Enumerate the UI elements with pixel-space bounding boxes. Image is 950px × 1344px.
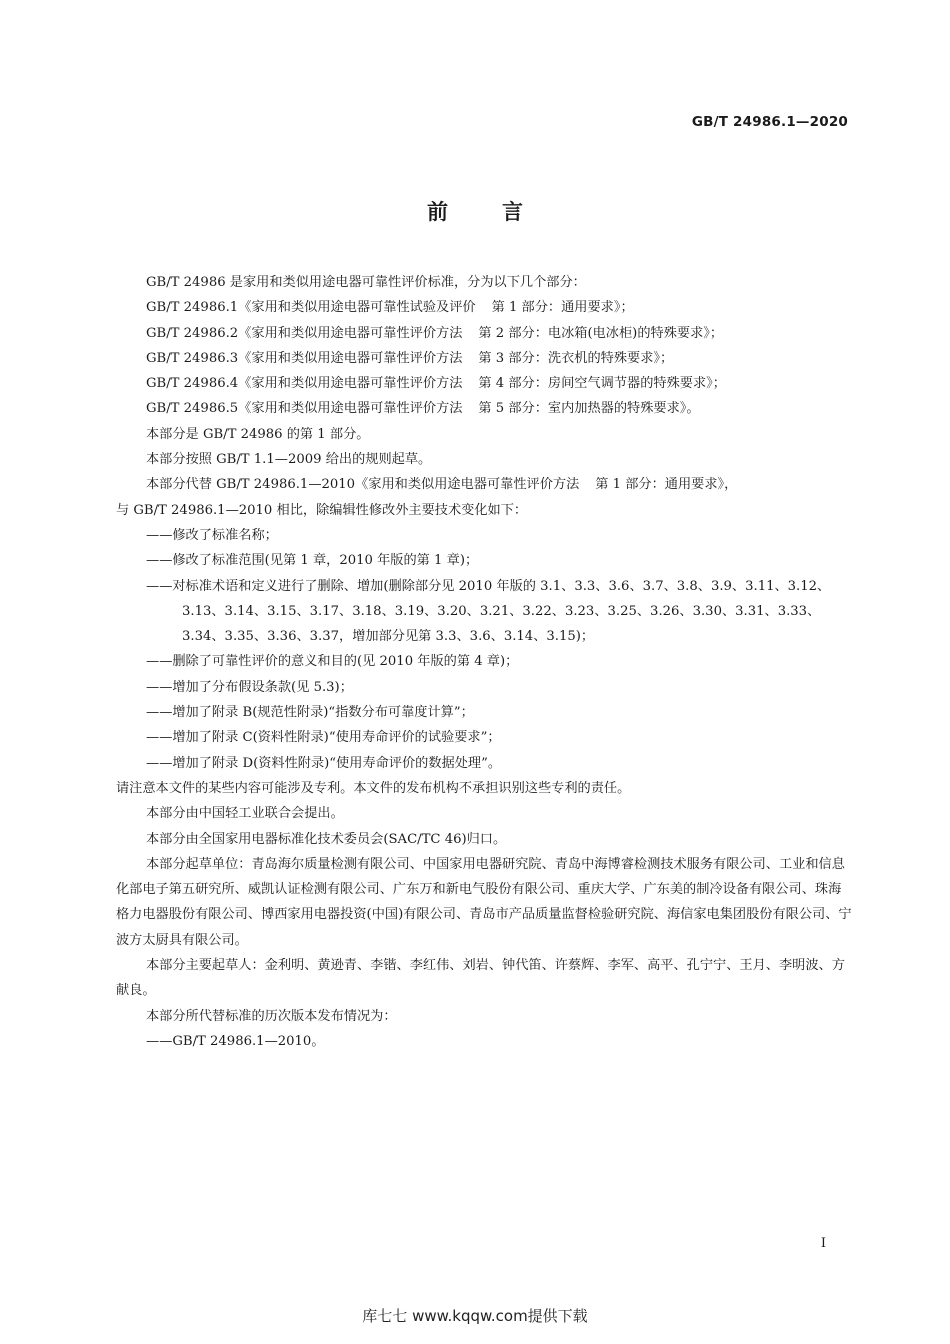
part-item: GB/T 24986.5《家用和类似用途电器可靠性评价方法 第 5 部分：室内加热器的特殊要求》。 xyxy=(146,401,700,417)
foreword-body xyxy=(116,270,852,1054)
title-char-1: 前 xyxy=(427,200,448,224)
part-item: GB/T 24986.1《家用和类似用途电器可靠性试验及评价 第 1 部分：通用要求》； xyxy=(146,300,634,316)
history-item: ——GB/T 24986.1—2010。 xyxy=(146,1033,325,1049)
change-item: ——删除了可靠性评价的意义和目的(见 2010 年版的第 4 章)； xyxy=(146,654,519,670)
download-watermark: 库七七 www.kqqw.com提供下载 xyxy=(362,1307,588,1325)
change-item: ——对标准术语和定义进行了删除、增加(删除部分见 2010 年版的 3.1、3.3、3.6、3.7、3.8、3.9、3.11、3.12、3.13、3.14、3.15、3.17、3.18、3.19、3.20、3.21、3.22、3.23、3.25、3.26、3.30、3.31、3.33、3.34、3.35、3.36、3.37，增加部分见第 3.3、3.6、3.14、3.15)； xyxy=(146,578,831,645)
paragraph-drafters: 本部分主要起草人：金利明、黄逊青、李锴、李红伟、刘岩、钟代笛、许蔡辉、李军、高平、孔宁宁、王月、李明波、方献良。 xyxy=(116,958,845,999)
paragraph-drafting-rules: 本部分按照 GB/T 1.1—2009 给出的规则起草。 xyxy=(146,452,432,468)
standard-code: GB/T 24986.1—2020 xyxy=(691,114,848,130)
paragraph-intro: GB/T 24986 是家用和类似用途电器可靠性评价标准，分为以下几个部分： xyxy=(146,275,586,290)
paragraph-proposer: 本部分由中国轻工业联合会提出。 xyxy=(146,806,344,822)
title-char-2: 言 xyxy=(502,200,523,224)
paragraph-part-statement: 本部分是 GB/T 24986 的第 1 部分。 xyxy=(146,426,370,442)
paragraph-drafting-units: 本部分起草单位：青岛海尔质量检测有限公司、中国家用电器研究院、青岛中海博睿检测技术服务有限公司、工业和信息化部电子第五研究所、威凯认证检测有限公司、广东万和新电气股份有限公司、重庆大学、广东美的制冷设备有限公司、珠海格力电器股份有限公司、博西家用电器投资(中国)有限公司、青岛市产品质量监督检验研究院、海信家电集团股份有限公司、宁波方太厨具有限公司。 xyxy=(116,856,852,948)
change-item: ——增加了附录 C(资料性附录)“使用寿命评价的试验要求”； xyxy=(146,730,501,746)
paragraph-changes-intro: 与 GB/T 24986.1—2010 相比，除编辑性修改外主要技术变化如下： xyxy=(116,502,528,518)
change-item: ——增加了附录 B(规范性附录)“指数分布可靠度计算”； xyxy=(146,705,474,721)
part-item: GB/T 24986.4《家用和类似用途电器可靠性评价方法 第 4 部分：房间空气调节器的特殊要求》； xyxy=(146,376,726,392)
change-item: ——增加了附录 D(资料性附录)“使用寿命评价的数据处理”。 xyxy=(146,755,502,771)
paragraph-replacement: 本部分代替 GB/T 24986.1—2010《家用和类似用途电器可靠性评价方法 第 1 部分：通用要求》， xyxy=(146,477,738,493)
part-item: GB/T 24986.2《家用和类似用途电器可靠性评价方法 第 2 部分：电冰箱(电冰柜)的特殊要求》； xyxy=(146,325,724,341)
page-number: I xyxy=(820,1236,826,1251)
change-item: ——修改了标准范围(见第 1 章，2010 年版的第 1 章)； xyxy=(146,553,479,569)
page-title xyxy=(0,196,950,226)
paragraph-committee: 本部分由全国家用电器标准化技术委员会(SAC/TC 46)归口。 xyxy=(146,831,507,847)
change-item: ——修改了标准名称； xyxy=(146,527,278,543)
change-item: ——增加了分布假设条款(见 5.3)； xyxy=(146,679,353,695)
paragraph-history-intro: 本部分所代替标准的历次版本发布情况为： xyxy=(146,1008,397,1024)
part-item: GB/T 24986.3《家用和类似用途电器可靠性评价方法 第 3 部分：洗衣机的特殊要求》； xyxy=(146,350,674,366)
paragraph-patent-notice: 请注意本文件的某些内容可能涉及专利。本文件的发布机构不承担识别这些专利的责任。 xyxy=(116,780,631,796)
